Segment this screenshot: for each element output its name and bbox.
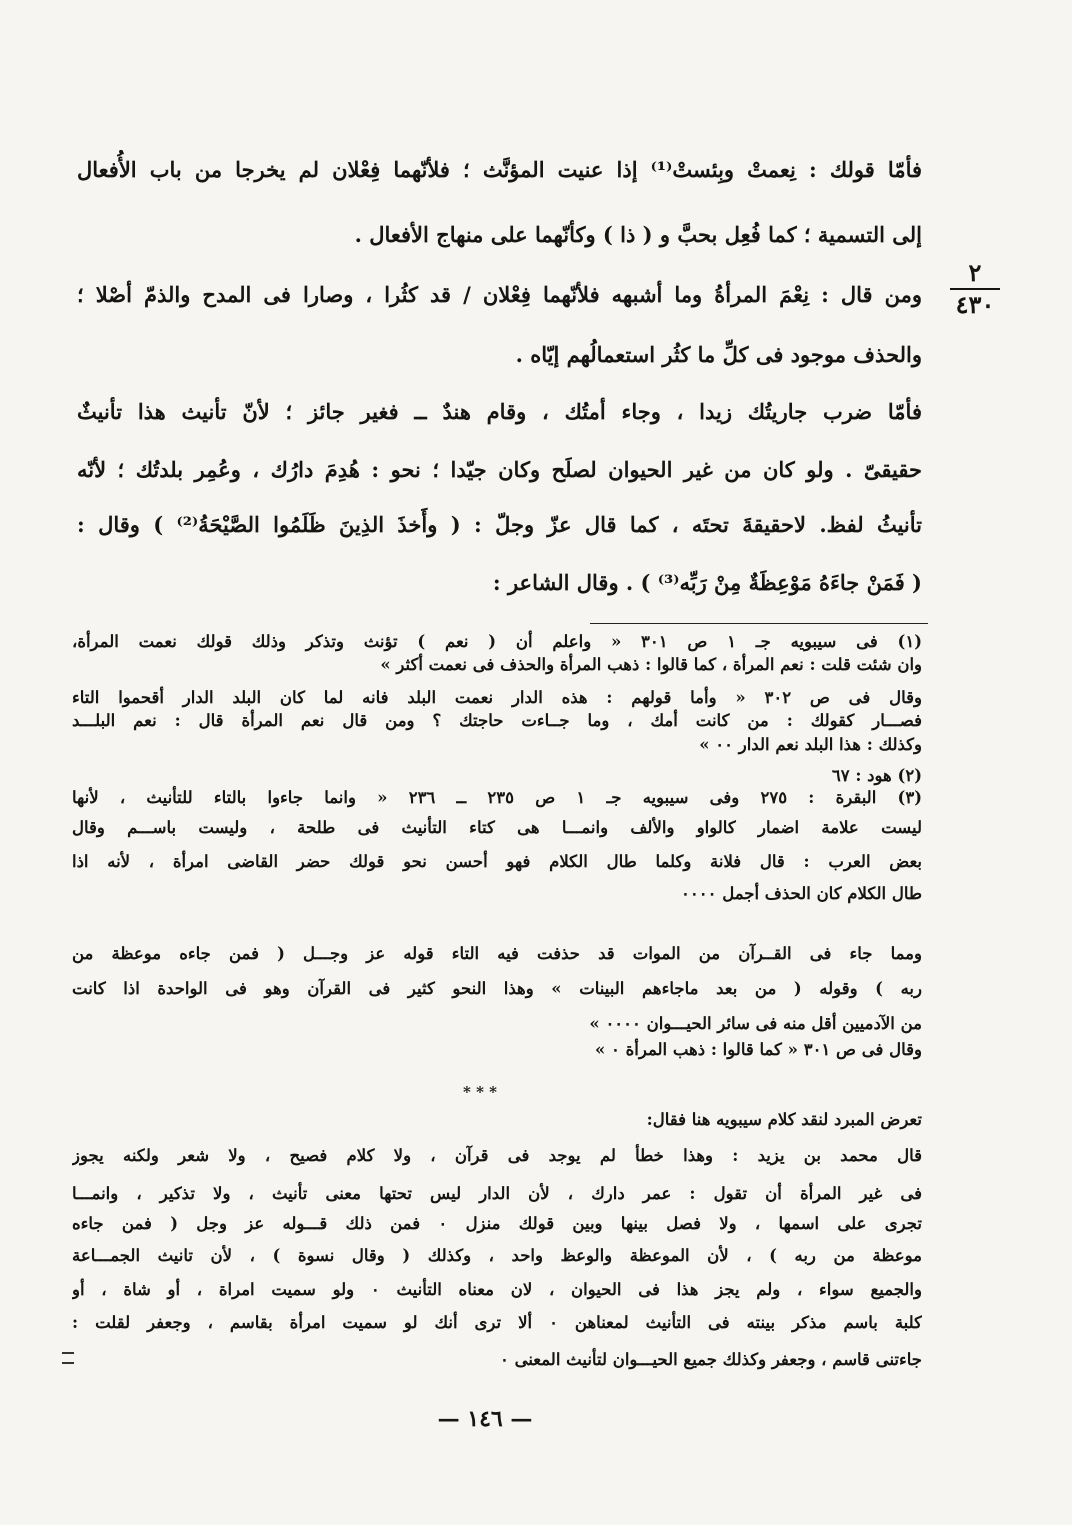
footnote-line: (١) فى سيبويه جـ ١ ص ٣٠١ « واعلم أن ( نعم ) تؤنث وتذكر وذلك قولك نعمت المرأة، — [72, 632, 922, 651]
section-separator: * * * — [463, 1083, 497, 1101]
footnote-line: طال الكلام كان الحذف أجمل ٠٠٠٠ — [681, 884, 922, 903]
main-text-line: فأمّا ضرب جاريتُك زيدا ، وجاء أمتُك ، وقام هندٌ ــ فغير جائز ؛ لأنّ تأنيث هذا تأنيثٌ — [77, 399, 922, 424]
commentary-line: فى غير المرأة أن تقول : عمر دارك ، لأن الدار ليس تحتها معنى تأنيث ، ولا تذكير ، وانمـــا — [72, 1184, 922, 1203]
footnote-line: ومما جاء فى القــرآن من الموات قد حذفت فيه التاء قوله عز وجـــل ( فمن جاءه موعظة من — [72, 944, 922, 963]
margin-reference-volume: ٢ — [950, 258, 1000, 290]
commentary-line: جاءتنى قاسم ، وجعفر وكذلك جميع الحيـــوان لتأنيث المعنى ٠ — [499, 1350, 922, 1369]
footnote-line: وقال فى ص ٣٠٢ « وأما قولهم : هذه الدار نعمت البلد فانه لما كان البلد الدار أقحموا التاء — [72, 688, 922, 707]
footnote-line: وكذلك : هذا البلد نعم الدار ٠٠ » — [699, 735, 922, 754]
footnote-line: (٢) هود : ٦٧ — [831, 766, 922, 785]
footnote-line: ليست علامة اضمار كالواو والألف وانمـــا هى كتاء التأنيث فى طلحة ، وليست باســـم وقال — [72, 818, 922, 837]
main-text-line: حقيقىّ . ولو كان من غير الحيوان لصلَح وكان جيّدا ؛ نحو : هُدِمَ دارُك ، وعُمِر بلدتُك ؛ لأنّه — [77, 457, 922, 482]
margin-reference-page: ٤٣٠ — [955, 290, 995, 319]
main-text-line: ( فَمَنْ جاءَهُ مَوْعِظَةٌ مِنْ رَبِّه⁽³⁾ ) . وقال الشاعر : — [492, 570, 922, 595]
footnote-line: من الآدميين أقل منه فى سائر الحيـــوان ٠٠٠٠ » — [589, 1014, 922, 1033]
margin-mark — [62, 1352, 74, 1364]
commentary-line: تجرى على اسمها ، ولا فصل بينها وبين قولك منزل ٠ فمن ذلك قـــوله عز وجل ( فمن جاءه — [72, 1214, 922, 1233]
commentary-line: تعرض المبرد لنقد كلام سيبويه هنا فقال: — [646, 1110, 922, 1129]
margin-reference — [950, 258, 1000, 320]
footnote-line: ربه ) وقوله ( من بعد ماجاءهم البينات » وهذا النحو كثير فى القرآن وهو فى الواحدة اذا كانت — [72, 979, 922, 998]
commentary-line: قال محمد بن يزيد : وهذا خطأ لم يوجد فى قرآن ، ولا كلام فصيح ، ولا شعر ولكنه يجوز — [72, 1146, 922, 1165]
main-text-line: إلى التسمية ؛ كما فُعِل بحبَّ و ( ذا ) وكأنّهما على منهاج الأفعال . — [354, 222, 922, 247]
footnote-line: بعض العرب : قال فلانة وكلما طال الكلام فهو أحسن نحو قولك حضر القاضى امرأة ، لأنه اذا — [72, 852, 922, 871]
footnote-divider — [590, 623, 928, 624]
commentary-line: والجميع سواء ، ولم يجز هذا فى الحيوان ، لان معناه التأنيث ٠ ولو سميت امراة ، أو شاة ، أو — [72, 1280, 922, 1299]
main-text-line: تأنيثُ لفظ. لاحقيقةَ تحتَه ، كما قال عزّ وجلّ : ( وأَخذَ الذِينَ ظَلَمُوا الصَّيْحَةُ⁽²⁾ ) وقال : — [77, 512, 922, 537]
page-number: — ١٤٦ — — [437, 1406, 533, 1432]
main-text-line: فأمّا قولك : نِعمتْ وبِئستْ⁽¹⁾ إذا عنيت المؤنَّث ؛ فلأنّهما فِعْلان لم يخرجا من باب الأُفعال — [77, 157, 922, 182]
main-text-line: والحذف موجود فى كلِّ ما كثُر استعمالُهم إيّاه . — [515, 342, 922, 367]
footnote-line: (٣) البقرة : ٢٧٥ وفى سيبويه جـ ١ ص ٢٣٥ ــ ٢٣٦ « وانما جاءوا بالتاء للتأنيث ، لأنها — [72, 788, 922, 807]
footnote-line: فصـــار كقولك : من كانت أمك ، وما جــاءت حاجتك ؟ ومن قال نعم المرأة قال : نعم البلـــد — [72, 711, 922, 730]
footnote-line: وقال فى ص ٣٠١ « كما قالوا : ذهب المرأة ٠ » — [594, 1040, 922, 1059]
footnote-line: وان شئت قلت : نعم المرأة ، كما قالوا : ذهب المرأة والحذف فى نعمت أكثر » — [380, 655, 922, 674]
commentary-line: كلبة باسم مذكر بينته فى التأنيث لمعناهن ٠ ألا ترى أنك لو سميت امرأة بقاسم ، وجعفر لقلت : — [72, 1313, 922, 1332]
commentary-line: موعظة من ربه ) ، لأن الموعظة والوعظ واحد ، وكذلك ( وقال نسوة ) ، لأن تانيث الجمـــاعة — [72, 1246, 922, 1265]
main-text-line: ومن قال : نِعْمَ المرأةُ وما أشبهه فلأنّهما فِعْلان / قد كثُرا ، وصارا فى المدح والذمّ أصْلا ؛ — [77, 282, 922, 307]
